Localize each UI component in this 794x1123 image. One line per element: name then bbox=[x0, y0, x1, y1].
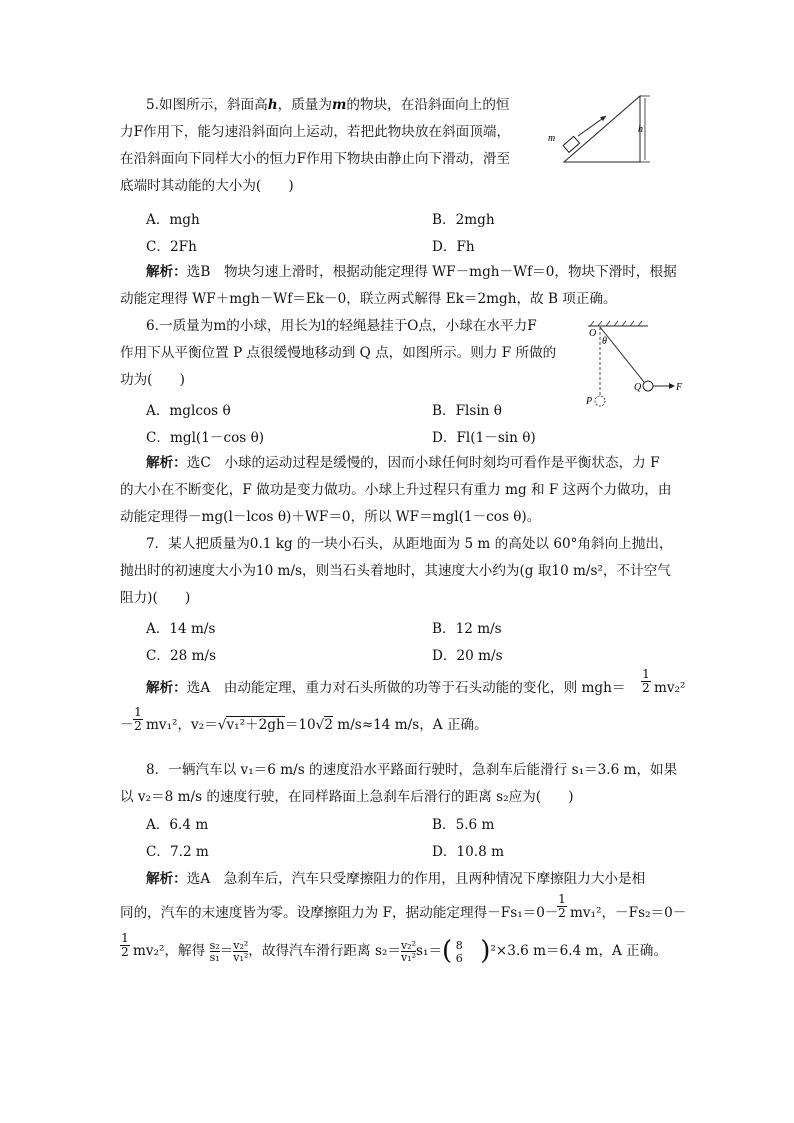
q5-var-m: m bbox=[332, 97, 347, 113]
solution-text: 选B 物块匀速上滑时，根据动能定理得 WF－mgh－Wf＝0，物块下滑时，根据 bbox=[186, 264, 677, 280]
equals-sign: ＝ bbox=[219, 943, 234, 959]
q7-line2: 抛出时的初速度大小为10 m/s，则当石头着地时，其速度大小约为(g 取10 m/s²，不计空气 bbox=[120, 563, 671, 579]
fraction-numerator: 1 bbox=[121, 931, 129, 945]
solution-text: ²×3.6 m＝6.4 m，A 正确。 bbox=[490, 943, 667, 959]
q8-option-a: A．6.4 m bbox=[146, 817, 209, 833]
q5-option-b: B．2mgh bbox=[432, 212, 495, 228]
solution-text: s₁＝ bbox=[416, 943, 443, 959]
solution-text: mv₂²，解得 bbox=[133, 943, 206, 959]
fig-label-q: Q bbox=[634, 382, 642, 393]
fig-label-theta: θ bbox=[602, 336, 607, 347]
fraction-denominator: v₁² bbox=[400, 951, 417, 964]
q7-line1: 7．某人把质量为0.1 kg 的一块小石头，从距地面为 5 m 的高处以 60°角斜向上抛出， bbox=[146, 536, 673, 552]
solution-label: 解析： bbox=[146, 455, 187, 471]
q6-line1: 6.一质量为m的小球，用长为l的轻绳悬挂于O点，小球在水平力F bbox=[146, 318, 537, 334]
q8-line1: 8．一辆汽车以 v₁＝6 m/s 的速度沿水平路面行驶时，急刹车后能滑行 s₁＝3.6 m，如果 bbox=[146, 762, 678, 778]
fraction-numerator: v₂² bbox=[400, 939, 417, 952]
fraction-v-2 bbox=[401, 940, 416, 963]
q8-solution bbox=[120, 866, 690, 893]
q8-option-d: D．10.8 m bbox=[432, 844, 504, 860]
q5-line4: 底端时其动能的大小为( ) bbox=[120, 178, 294, 194]
q7-fraction-half-2 bbox=[133, 706, 143, 732]
q8-line2: 以 v₂＝8 m/s 的速度行驶，在同样路面上急刹车后滑行的距离 s₂应为( ) bbox=[120, 789, 574, 805]
fig-label-m: m bbox=[548, 133, 556, 144]
solution-text: ＝10 bbox=[284, 717, 316, 733]
fig-label-h: h bbox=[638, 124, 643, 135]
q5-solution bbox=[120, 259, 690, 286]
q8-fraction-half-2 bbox=[120, 932, 130, 958]
sqrt-2: 2 bbox=[324, 717, 333, 733]
q5-line3: 在沿斜面向下同样大小的恒力F作用下物块由静止向下滑动，滑至 bbox=[120, 151, 511, 167]
q5-option-a: A．mgh bbox=[146, 212, 200, 228]
q5-var-h: h bbox=[267, 97, 278, 113]
fraction-numerator: 1 bbox=[642, 667, 650, 681]
q8-option-c: C．7.2 m bbox=[146, 844, 209, 860]
fraction-denominator: s₁ bbox=[209, 951, 220, 964]
solution-label: 解析： bbox=[146, 680, 187, 696]
q7-option-c: C．28 m/s bbox=[146, 648, 217, 664]
q5-solution-line2: 动能定理得 WF＋mgh－Wf＝Ek－0，联立两式解得 Ek＝2mgh，故 B 项正确。 bbox=[120, 291, 617, 307]
q5-line2: 力F作用下，能匀速沿斜面向上运动，若把此物块放在斜面顶端， bbox=[120, 124, 511, 140]
sqrt-content: v₁²＋2gh bbox=[226, 717, 285, 733]
q5-option-d: D．Fh bbox=[432, 239, 475, 255]
solution-label: 解析： bbox=[146, 264, 187, 280]
fig-label-f: F bbox=[676, 382, 683, 393]
q7-solution-tail: mv₂² bbox=[654, 680, 686, 696]
q7-line3: 阻力)( ) bbox=[120, 590, 191, 606]
q8-solution-line2-tail: mv₁²，－Fs₂＝0－ bbox=[570, 905, 687, 921]
q5-stem bbox=[120, 92, 540, 119]
q7-option-b: B．12 m/s bbox=[432, 621, 502, 637]
q6-solution-line2: 的大小在不断变化，F 做功是变力做功。小球上升过程只有重力 mg 和 F 这两个力做功，由 bbox=[120, 482, 672, 498]
fraction-denominator: 2 bbox=[121, 945, 129, 959]
q6-option-c: C．mgl(1－cos θ) bbox=[146, 430, 265, 446]
q5-text: 的物块，在沿斜面向上的恒 bbox=[346, 97, 510, 113]
fraction-v bbox=[233, 940, 248, 963]
q6-option-a: A．mglcos θ bbox=[146, 403, 231, 419]
q6-pendulum-figure bbox=[578, 318, 683, 413]
fraction-s bbox=[210, 940, 220, 963]
fraction-numerator: s₂ bbox=[209, 939, 220, 952]
fraction-8-6 bbox=[452, 939, 466, 965]
right-paren: ) bbox=[480, 936, 491, 966]
q8-solution-line3 bbox=[133, 938, 667, 965]
fraction-denominator: 2 bbox=[642, 681, 650, 695]
solution-text: ，故得汽车滑行距离 s₂＝ bbox=[248, 943, 401, 959]
q7-solution bbox=[120, 675, 690, 702]
q6-solution bbox=[120, 450, 690, 477]
q6-option-d: D．Fl(1－sin θ) bbox=[432, 430, 536, 446]
q8-solution-line2: 同的，汽车的末速度皆为零。设摩擦阻力为 F，据动能定理得－Fs₁＝0－ bbox=[120, 905, 559, 921]
q5-text: 5.如图所示，斜面高 bbox=[146, 97, 268, 113]
solution-text: 选A 急刹车后，汽车只受摩擦阻力的作用，且两种情况下摩擦阻力大小是相 bbox=[186, 871, 646, 887]
fraction-numerator: 1 bbox=[558, 892, 566, 906]
fraction-numerator: 1 bbox=[134, 705, 142, 719]
q8-fraction-half bbox=[557, 893, 567, 919]
q7-solution-line2: mv₁²，v₂＝√v₁²＋2gh＝10√2 m/s≈14 m/s，A 正确。 bbox=[146, 717, 488, 733]
solution-text: mv₁²，v₂＝ bbox=[146, 717, 218, 733]
fraction-denominator: v₁² bbox=[233, 951, 249, 964]
q8-option-b: B．5.6 m bbox=[432, 817, 495, 833]
left-paren: ( bbox=[442, 936, 453, 966]
q5-incline-figure bbox=[540, 86, 670, 166]
q6-line3: 功为( ) bbox=[120, 372, 185, 388]
fraction-numerator: 8 bbox=[455, 938, 463, 952]
fraction-denominator: 2 bbox=[558, 906, 566, 920]
q6-solution-line3: 动能定理得－mg(l－lcos θ)＋WF＝0，所以 WF＝mgl(1－cos θ)。 bbox=[120, 509, 541, 525]
solution-text: m/s≈14 m/s，A 正确。 bbox=[332, 717, 488, 733]
arrow-head bbox=[669, 383, 675, 389]
fig-label-p: P bbox=[586, 396, 593, 407]
fraction-denominator: 2 bbox=[134, 719, 142, 733]
ball-q bbox=[643, 381, 653, 391]
solution-text: 选C 小球的运动过程是缓慢的，因而小球任何时刻均可看作是平衡状态，力 F bbox=[186, 455, 660, 471]
solution-text: 选A 由动能定理，重力对石头所做的功等于石头动能的变化，则 mgh＝ bbox=[186, 680, 626, 696]
solution-label: 解析： bbox=[146, 871, 187, 887]
ceiling-hatch bbox=[590, 321, 642, 326]
q7-option-d: D．20 m/s bbox=[432, 648, 503, 664]
q7-minus: － bbox=[120, 717, 134, 733]
q5-text: ，质量为 bbox=[277, 97, 332, 113]
q7-option-a: A．14 m/s bbox=[146, 621, 216, 637]
q6-line2: 作用下从平衡位置 P 点很缓慢地移动到 Q 点，如图所示。则力 F 所做的 bbox=[120, 345, 557, 361]
fraction-numerator: v₂² bbox=[233, 939, 249, 952]
fraction-denominator: 6 bbox=[455, 951, 463, 965]
q5-option-c: C．2Fh bbox=[146, 239, 197, 255]
ball-p bbox=[595, 396, 605, 406]
fig-label-o: O bbox=[589, 328, 597, 339]
q6-option-b: B．Flsin θ bbox=[432, 403, 502, 419]
q7-fraction-half bbox=[641, 668, 651, 694]
incline-triangle bbox=[564, 96, 640, 162]
